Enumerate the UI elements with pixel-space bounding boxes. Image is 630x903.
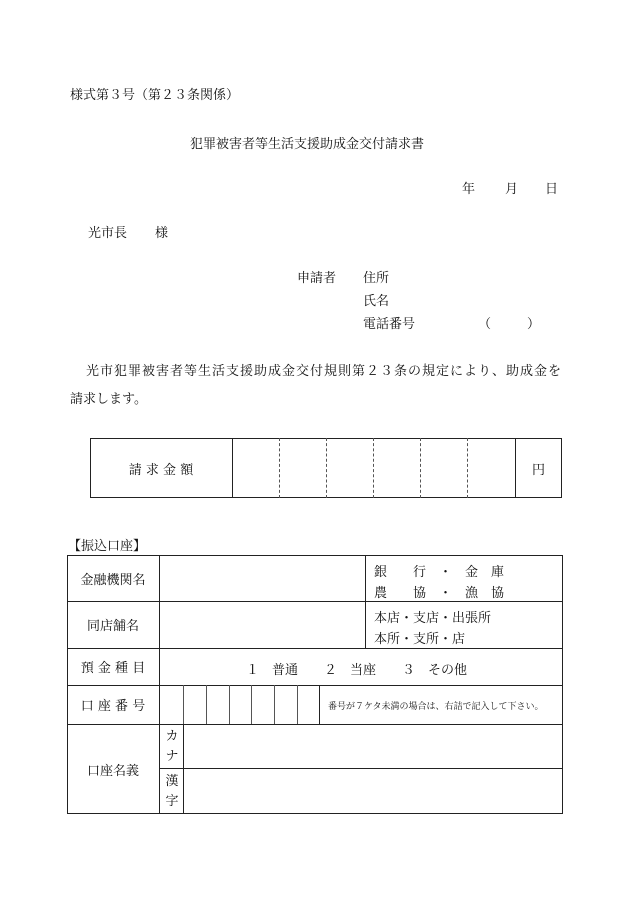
- kanji-label: 漢字: [165, 774, 179, 809]
- kana-label: カナ: [165, 729, 179, 764]
- institution-types-line1: 銀 行 ・ 金 庫: [374, 565, 505, 580]
- amount-label: 請 求 金 額: [128, 462, 194, 478]
- holder-label: 口座名義: [86, 763, 139, 779]
- form-number-label: 様式第３号（第２３条関係）: [70, 88, 240, 103]
- amount-label-cell: [90, 438, 232, 498]
- applicant-address-label: 住所: [363, 271, 390, 286]
- holder-label-cell: [67, 724, 159, 814]
- amount-input-area[interactable]: [232, 438, 515, 498]
- date-year-label: 年: [462, 182, 476, 197]
- deposit-label-cell: [67, 648, 159, 685]
- applicant-label: 申請者: [297, 271, 337, 286]
- branch-label-cell: [67, 601, 159, 648]
- applicant-name-label: 氏名: [363, 294, 390, 309]
- date-month-label: 月: [505, 182, 519, 197]
- account-label: 口 座 番 号: [80, 699, 146, 714]
- body-text-line1: 光市犯罪被害者等生活支援助成金交付規則第２３条の規定により、助成金を: [86, 364, 563, 379]
- amount-unit: 円: [531, 462, 545, 478]
- holder-kana-input[interactable]: [184, 725, 562, 768]
- applicant-phone-label: 電話番号: [363, 317, 416, 332]
- bank-section-heading: 【振込口座】: [68, 539, 147, 554]
- branch-label: 同店舗名: [86, 619, 139, 634]
- account-label-cell: [67, 685, 159, 724]
- branch-types-line2: 本所・支所・店: [374, 632, 466, 647]
- branch-input[interactable]: [160, 602, 365, 648]
- institution-label: 金融機関名: [80, 572, 146, 588]
- account-number-input[interactable]: [160, 686, 319, 724]
- institution-label-cell: [67, 555, 159, 601]
- deposit-label: 預 金 種 目: [80, 661, 146, 676]
- body-text-line2: 請求します。: [70, 392, 147, 407]
- addressee-honorific: 様: [155, 226, 169, 241]
- deposit-options[interactable]: １ 普通 ２ 当座 ３ その他: [246, 663, 468, 678]
- amount-unit-cell: [515, 438, 562, 498]
- holder-kanji-input[interactable]: [184, 769, 562, 813]
- addressee-name: 光市長: [88, 226, 128, 241]
- branch-types-line1: 本店・支店・出張所: [374, 611, 492, 626]
- phone-close-paren: ）: [527, 317, 541, 332]
- phone-open-paren: （: [478, 317, 492, 332]
- institution-input[interactable]: [160, 556, 365, 601]
- account-note: 番号が７ケタ未満の場合は、右詰で記入して下さい。: [328, 702, 544, 712]
- institution-types-line2: 農 協 ・ 漁 協: [374, 586, 505, 601]
- document-title: 犯罪被害者等生活支援助成金交付請求書: [190, 137, 425, 152]
- date-day-label: 日: [545, 182, 559, 197]
